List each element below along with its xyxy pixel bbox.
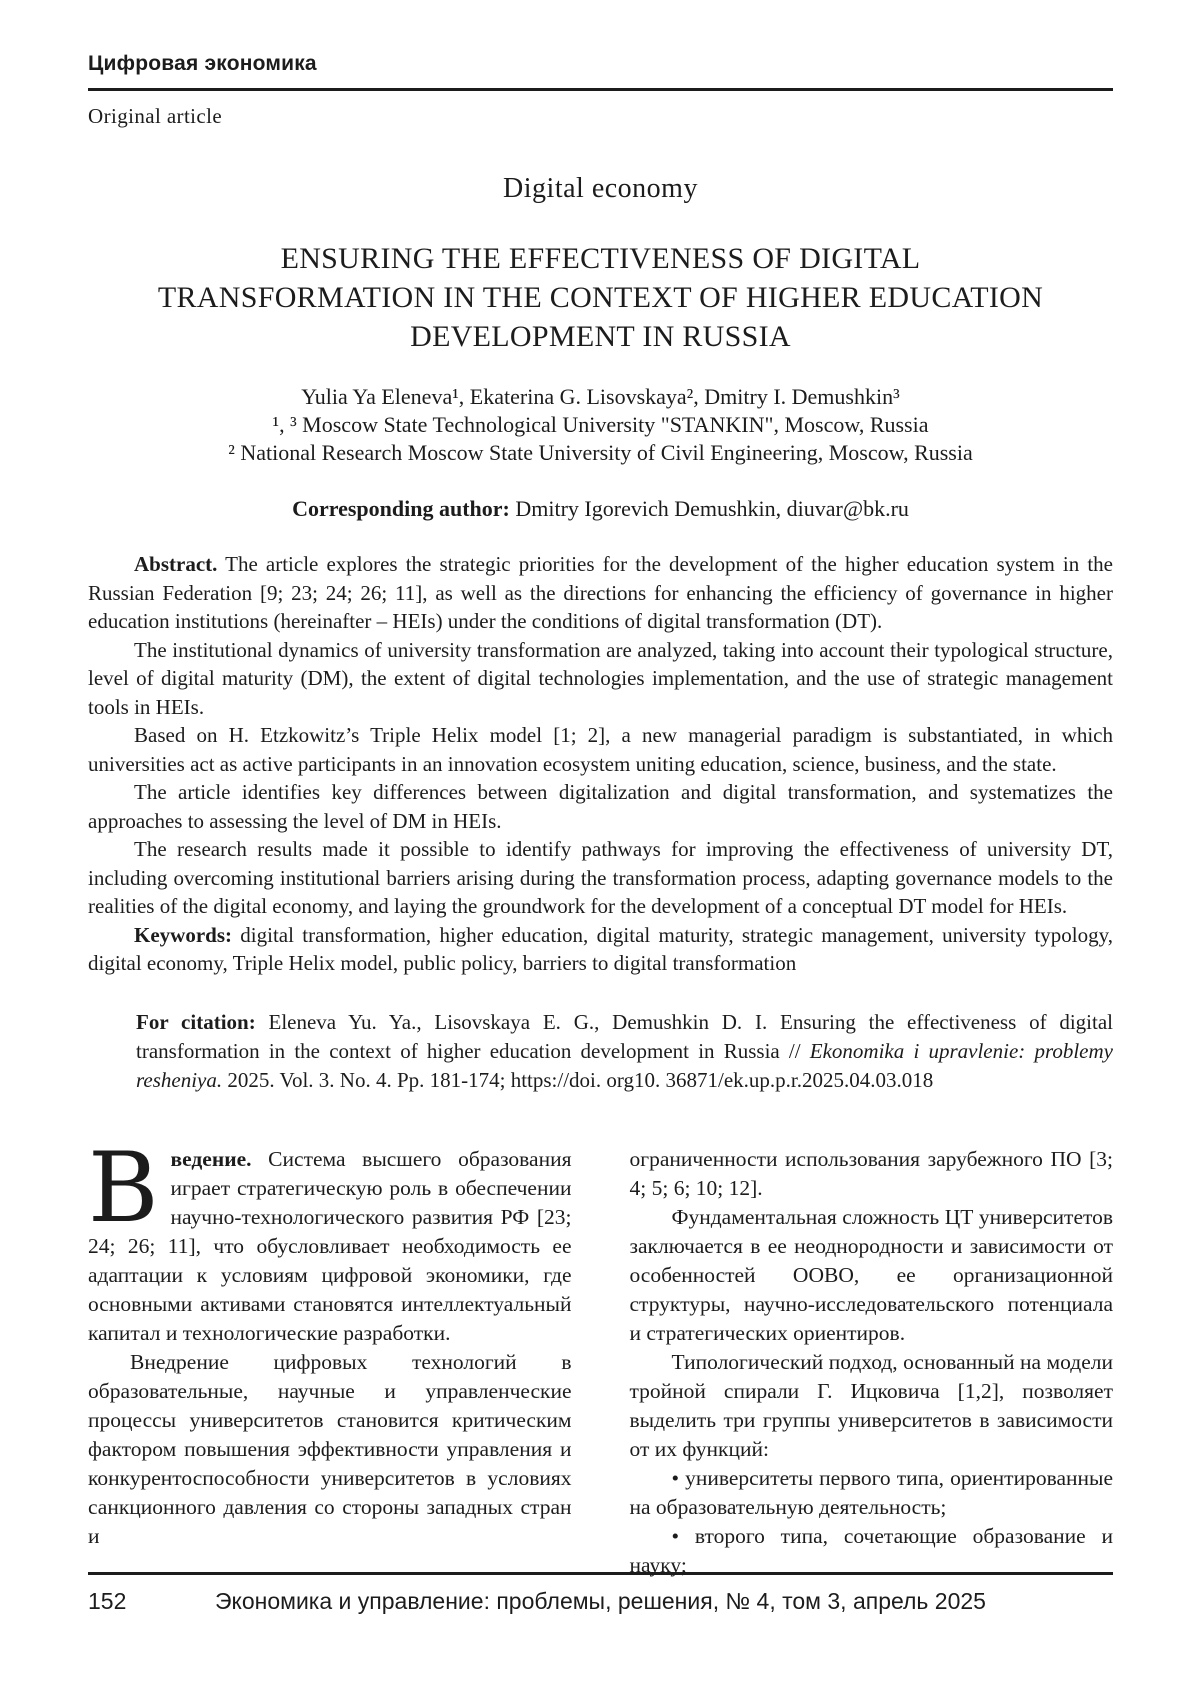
corresponding-author-text: Dmitry Igorevich Demushkin, diuvar@bk.ru xyxy=(509,496,909,521)
for-citation-label: For citation: xyxy=(136,1009,256,1034)
abstract-paragraph-5: The research results made it possible to identify pathways for improving the effectiveness of university DT, including overcoming institutional barriers arising during the transformation process, adapting governance models to the realities of the digital economy, and laying the groundwork for the development of a conceptual DT model for HEIs. xyxy=(88,837,1113,918)
keywords-text: digital transformation, higher education, digital maturity, strategic management, university typology, digital economy, Triple Helix model, public policy, barriers to digital transformation xyxy=(88,922,1113,975)
article-type-label: Original article xyxy=(88,104,223,128)
bullet-item-1: • университеты первого типа, ориентированные на образовательную деятельность; xyxy=(629,1465,1113,1519)
abstract-paragraph-4: The article identifies key differences between digitalization and digital transformation, and systematizes the approaches to assessing the level of DM in HEIs. xyxy=(88,780,1113,833)
citation-journal-name: Ekonomika i upravlenie: problemy resheniya. xyxy=(136,1038,1113,1092)
right-column-paragraph-3: Типологический подход, основанный на модели тройной спирали Г. Ицковича [1,2], позволяет выделить три группы университетов в зависимости от их функций: xyxy=(629,1349,1113,1461)
introduction-label: ведение. xyxy=(170,1146,252,1171)
affiliation-1: ¹, ³ Moscow State Technological University "STANKIN", Moscow, Russia xyxy=(272,412,929,437)
left-column xyxy=(88,1131,572,1580)
abstract-paragraph-1 xyxy=(88,550,1113,636)
abstract-p1-text: The article explores the strategic priorities for the development of the higher education system in the Russian Federation [9; 23; 24; 26; 11], as well as the directions for enhancing the efficiency of governance in higher education institutions (hereinafter – HEIs) under the conditions of digital transformation (DT). xyxy=(88,552,1113,633)
right-column-paragraph-1: ограниченности использования зарубежного ПО [3; 4; 5; 6; 10; 12]. xyxy=(629,1146,1113,1200)
rubric-en: Digital economy xyxy=(503,173,698,204)
left-column-paragraph-2: Внедрение цифровых технологий в образовательные, научные и управленческие процессы университетов становится критическим фактором повышения эффективности управления и конкурентоспособности университетов в условиях санкционного давления со стороны западных стран и xyxy=(88,1349,572,1548)
introduction-paragraph xyxy=(88,1131,572,1348)
section-header: Цифровая экономика xyxy=(88,52,317,75)
introduction-text: Система высшего образования играет стратегическую роль в обеспечении научно-технологического развития РФ [23; 24; 26; 11], что обусловливает необходимость ее адаптации к условиям цифровой экономики, где основными активами становятся интеллектуальный капитал и технологические разработки. xyxy=(88,1146,572,1345)
dropcap-letter: В xyxy=(88,1131,159,1244)
keywords-label: Keywords: xyxy=(134,922,232,947)
header-rule xyxy=(88,88,1113,91)
page-content xyxy=(88,0,1113,1580)
corresponding-author-line xyxy=(88,496,1113,522)
right-column xyxy=(630,1145,1114,1580)
right-column-paragraph-2: Фундаментальная сложность ЦТ университетов заключается в ее неоднородности и зависимости от особенностей ООВО, ее организационной структуры, научно-исследовательского потенциала и стратегических ориентиров. xyxy=(629,1204,1113,1345)
two-column-body xyxy=(88,1131,1113,1580)
abstract-paragraph-2: The institutional dynamics of university transformation are analyzed, taking into account their typological structure, level of digital maturity (DM), the extent of digital technologies implementation, and the use of strategic management tools in HEIs. xyxy=(88,637,1113,719)
keywords-line xyxy=(88,921,1113,978)
journal-footer-line: Экономика и управление: проблемы, решения, № 4, том 3, апрель 2025 xyxy=(215,1588,986,1614)
corresponding-author-label: Corresponding author: xyxy=(292,496,510,521)
affiliation-2: ² National Research Moscow State University of Civil Engineering, Moscow, Russia xyxy=(228,440,973,465)
page-number: 152 xyxy=(88,1588,127,1614)
page-footer xyxy=(88,1572,1113,1615)
for-citation-block xyxy=(136,1008,1113,1095)
bullet-item-2: • второго типа, сочетающие образование и науку; xyxy=(629,1523,1113,1577)
abstract-block xyxy=(88,550,1113,978)
abstract-paragraph-3: Based on H. Etzkowitz’s Triple Helix model [1; 2], a new managerial paradigm is substantiated, in which universities act as active participants in an innovation ecosystem uniting education, science, business, and the state. xyxy=(88,723,1113,776)
article-title: ENSURING THE EFFECTIVENESS OF DIGITAL TRANSFORMATION IN THE CONTEXT OF HIGHER EDUCATION DEVELOPMENT IN RUSSIA xyxy=(157,242,1044,353)
abstract-label: Abstract. xyxy=(134,552,218,576)
citation-text-part2: 2025. Vol. 3. No. 4. Pp. 181-174; https://doi. org10. 36871/ek.up.p.r.2025.04.03.018 xyxy=(222,1067,934,1092)
authors-line: Yulia Ya Eleneva¹, Ekaterina G. Lisovskaya², Dmitry I. Demushkin³ xyxy=(301,384,900,409)
citation-text-part1: Eleneva Yu. Ya., Lisovskaya E. G., Demushkin D. I. Ensuring the effectiveness of digital transformation in the context of higher education development in Russia // xyxy=(136,1009,1114,1063)
